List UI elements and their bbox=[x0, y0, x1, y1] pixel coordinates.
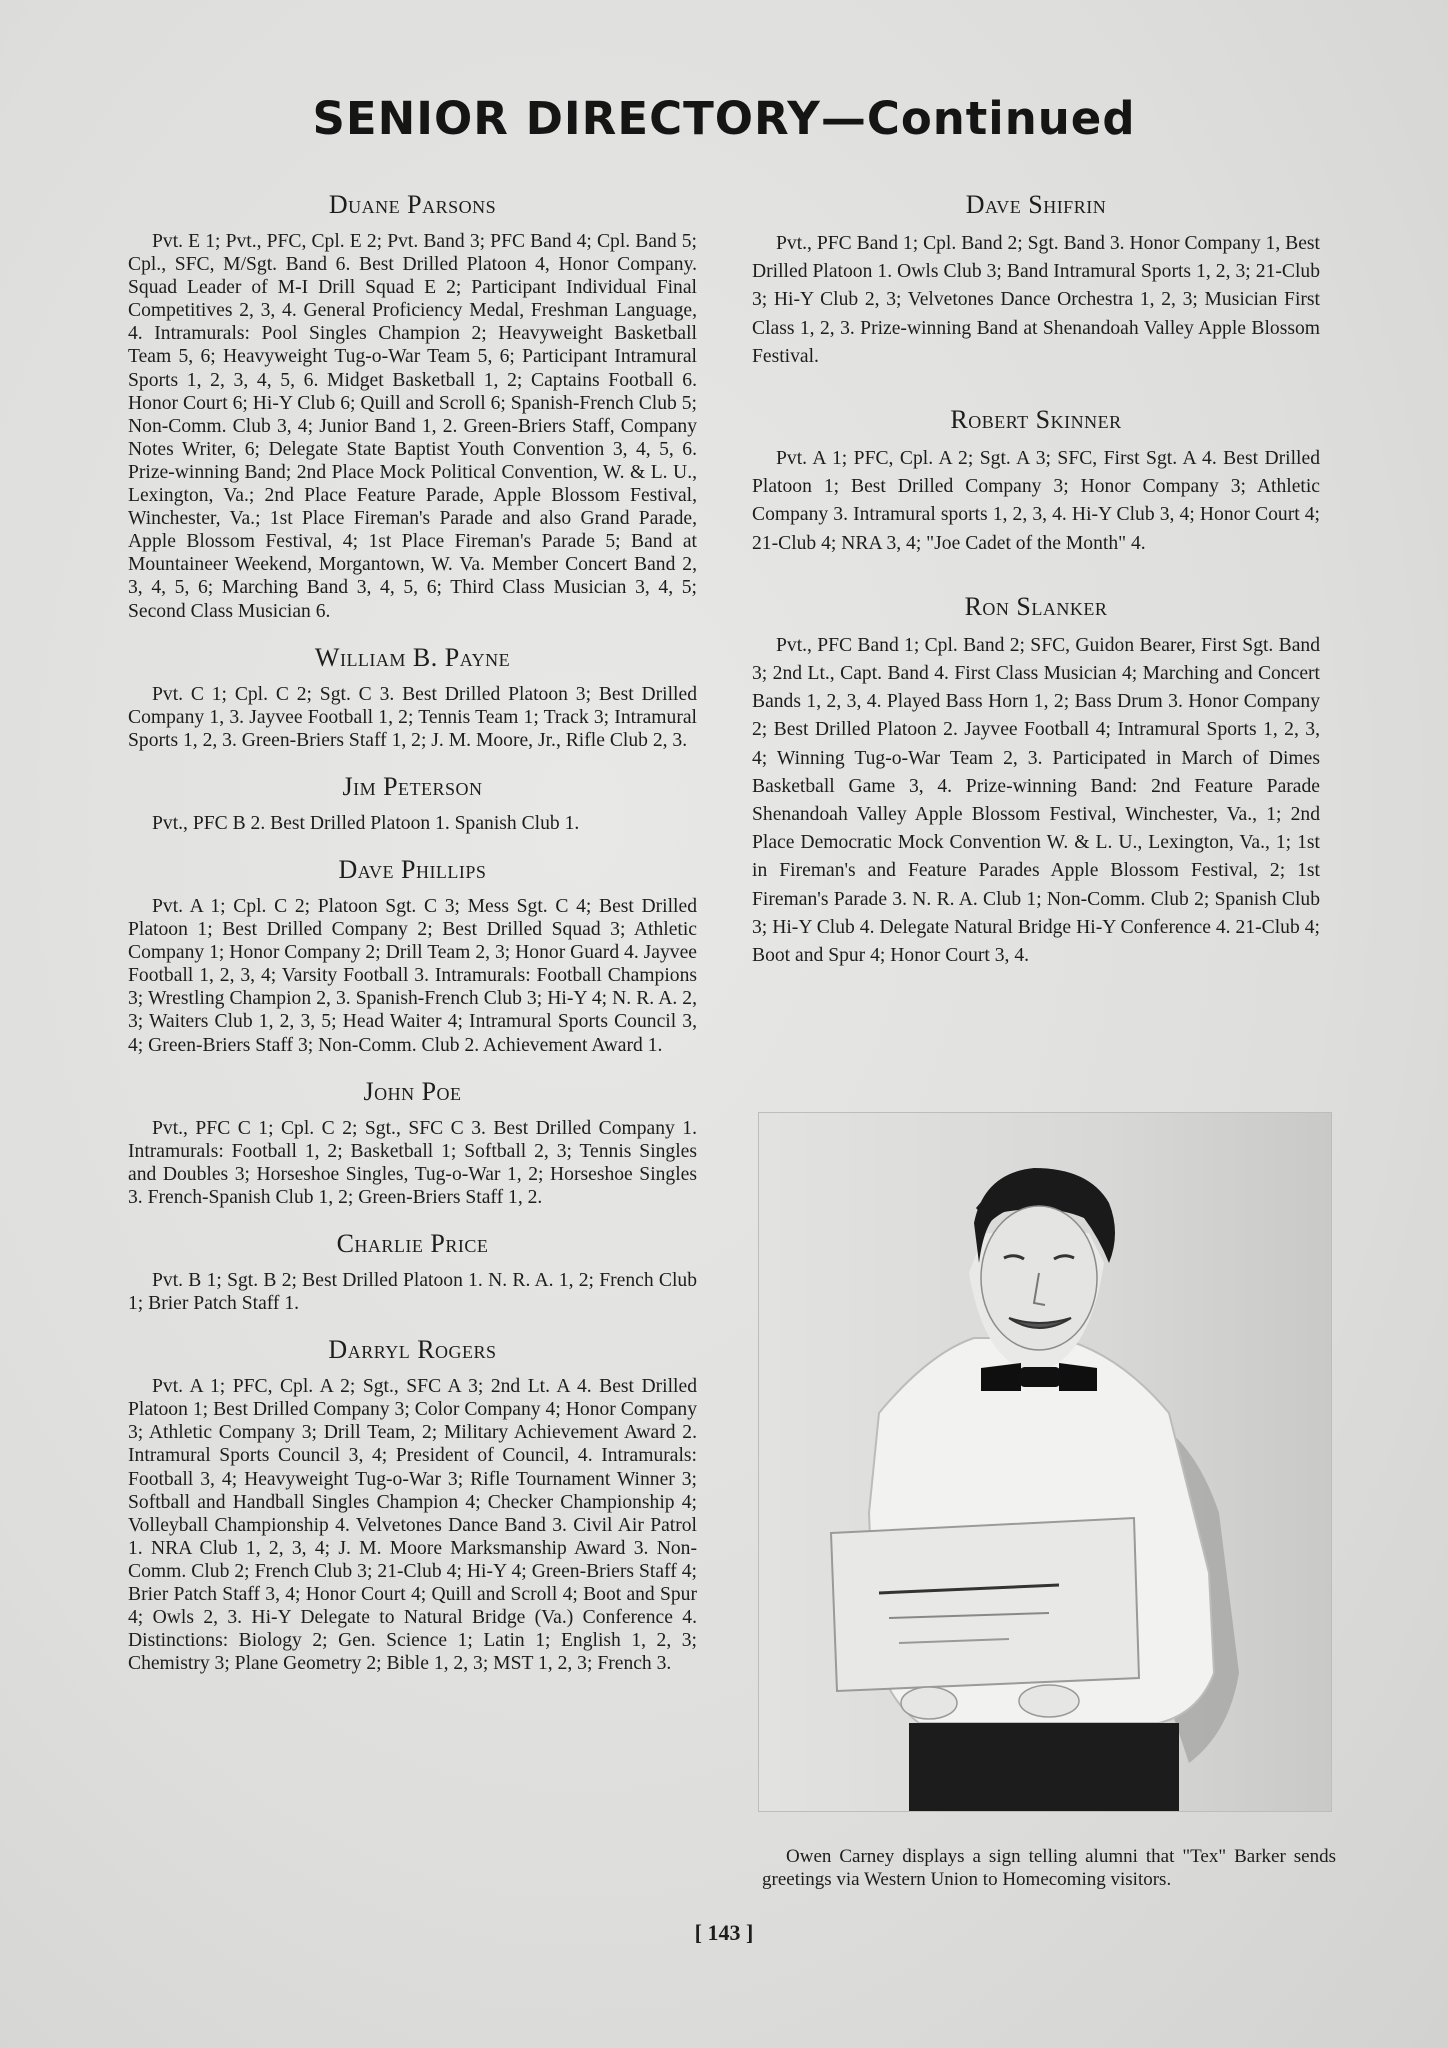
senior-record: Pvt., PFC C 1; Cpl. C 2; Sgt., SFC C 3. Best Drilled Company 1. Intramurals: Football 1, 2; Basketball 1; Softball 2, 3; Tennis Singles and Doubles 3; Horseshoe Singles, Tug-o-War 1, 2; Horseshoe Singles 3. French-Spanish Club 1, 2; Green-Briers Staff 1, 2. bbox=[128, 1117, 697, 1208]
senior-name: Dave Phillips bbox=[338, 854, 487, 884]
senior-name: Dave Shifrin bbox=[965, 190, 1107, 219]
senior-record: Pvt., PFC Band 1; Cpl. Band 2; Sgt. Band 3. Honor Company 1, Best Drilled Platoon 1. Owls Club 3; Band Intramural Sports 1, 2, 3; 21-Club 3; Hi-Y Club 2, 3; Velvetones Dance Orchestra 1, 2, 3; Musician First Class 1, 2, 3. Prize-winning Band at Shenandoah Valley Apple Blossom Festival. bbox=[752, 233, 1320, 367]
senior-record: Pvt., PFC Band 1; Cpl. Band 2; SFC, Guidon Bearer, First Sgt. Band 3; 2nd Lt., Capt. Band 4. First Class Musician 4; Marching and Concert Bands 1, 2, 3, 4. Played Bass Horn 1, 2; Bass Drum 3. Honor Company 2; Best Drilled Platoon 2. Jayvee Football 4; Intramural Sports 1, 2, 3, 4; Winning Tug-o-War Team 2, 3. Participated in March of Dimes Basketball Game 3, 4. Prize-winning Band: 2nd Feature Parade Shenandoah Valley Apple Blossom Festival, Winchester, Va., 1; 2nd Place Democratic Mock Convention W. & L. U., Lexington, Va., 1; 1st in Fireman's and Feature Parades Apple Blossom Festival, 2; 1st Fireman's Parade 3. N. R. A. Club 1; Non-Comm. Club 2; Spanish Club 3; Hi-Y Club 4. Delegate Natural Bridge Hi-Y Conference 4. 21-Club 4; Boot and Spur 4; Honor Court 3, 4. bbox=[752, 634, 1320, 967]
senior-entry bbox=[128, 855, 697, 1057]
senior-name: Ron Slanker bbox=[964, 591, 1108, 621]
photo bbox=[758, 1112, 1332, 1812]
page-number: [ 143 ] bbox=[694, 1920, 754, 1945]
senior-record: Pvt. B 1; Sgt. B 2; Best Drilled Platoon 1. N. R. A. 1, 2; French Club 1; Brier Patch Staff 1. bbox=[128, 1270, 697, 1315]
page-title: SENIOR DIRECTORY—Continued bbox=[312, 92, 1136, 145]
senior-record: Pvt. A 1; Cpl. C 2; Platoon Sgt. C 3; Mess Sgt. C 4; Best Drilled Platoon 1; Best Drilled Company 2; Best Drilled Squad 3; Athletic Company 1; Honor Company 2; Drill Team 2, 3; Honor Guard 4. Jayvee Football 1, 2, 3, 4; Varsity Football 3. Intramurals: Football Champions 3; Wrestling Champion 2, 3. Spanish-French Club 3; Hi-Y 4; N. R. A. 2, 3; Waiters Club 1, 2, 3, 5; Head Waiter 4; Intramural Sports Council 3, 4; Green-Briers Staff 3; Non-Comm. Club 2. Achievement Award 1. bbox=[128, 895, 697, 1056]
senior-entry bbox=[128, 1229, 697, 1315]
senior-entry bbox=[128, 772, 697, 835]
senior-name: Darryl Rogers bbox=[328, 1335, 497, 1365]
senior-record: Pvt. A 1; PFC, Cpl. A 2; Sgt., SFC A 3; 2nd Lt. A 4. Best Drilled Platoon 1; Best Drilled Company 3; Color Company 4; Honor Company 3; Athletic Company 3; Drill Team, 2; Military Achievement Award 2. Intramural Sports Council 3, 4; President of Council, 4. Intramurals: Football 3, 4; Heavyweight Tug-o-War 3; Rifle Tournament Winner 3; Softball and Handball Singles Champion 4; Checker Championship 4; Volleyball Championship 4. Velvetones Dance Band 3. Civil Air Patrol 1. NRA Club 1, 2, 3, 4; J. M. Moore Marksmanship Award 3. Non-Comm. Club 2; French Club 3; 21-Club 4; Hi-Y 4; Green-Briers Staff 4; Brier Patch Staff 3, 4; Honor Court 4; Quill and Scroll 4; Boot and Spur 4; Owls 2, 3. Hi-Y Delegate to Natural Bridge (Va.) Conference 4. Distinctions: Biology 2; Gen. Science 1; Latin 1; English 1, 2, 3; Chemistry 3; Plane Geometry 2; Bible 1, 2, 3; MST 1, 2, 3; French 3. bbox=[128, 1376, 697, 1675]
senior-entry bbox=[128, 643, 697, 752]
senior-record: Pvt. A 1; PFC, Cpl. A 2; Sgt. A 3; SFC, First Sgt. A 4. Best Drilled Platoon 1; Best Drilled Company 3; Honor Company 3; Athletic Company 3. Intramural sports 1, 2, 3, 4. Hi-Y Club 3, 4; Honor Court 4; 21-Club 4; NRA 3, 4; "Joe Cadet of the Month" 4. bbox=[752, 448, 1320, 554]
senior-entry bbox=[752, 405, 1320, 558]
senior-record: Pvt. C 1; Cpl. C 2; Sgt. C 3. Best Drilled Platoon 3; Best Drilled Company 1, 3. Jayvee Football 1, 2; Tennis Team 1; Track 3; Intramural Sports 1, 2, 3. Green-Briers Staff 1, 2; J. M. Moore, Jr., Rifle Club 2, 3. bbox=[128, 683, 697, 751]
senior-entry bbox=[128, 1077, 697, 1209]
senior-record: Pvt. E 1; Pvt., PFC, Cpl. E 2; Pvt. Band 3; PFC Band 4; Cpl. Band 5; Cpl., SFC, M/Sgt. Band 6. Best Drilled Platoon 4, Honor Company. Squad Leader of M-I Drill Squad E 2; Participant Individual Final Competitives 2, 3, 4. General Proficiency Medal, Freshman Language, 4. Intramurals: Pool Singles Champion 2; Heavyweight Basketball Team 5, 6; Heavyweight Tug-o-War Team 5, 6; Participant Intramural Sports 1, 2, 3, 4, 5, 6. Midget Basketball 1, 2; Captains Football 6. Honor Court 6; Hi-Y Club 6; Quill and Scroll 6; Spanish-French Club 5; Non-Comm. Club 3, 4; Junior Band 1, 2. Green-Briers Staff, Company Notes Writer, 6; Delegate State Baptist Youth Convention 3, 4, 5, 6. Prize-winning Band; 2nd Place Mock Political Convention, W. & L. U., Lexington, Va.; 2nd Place Feature Parade, Apple Blossom Festival, Winchester, Va.; 1st Place Fireman's Parade and also Grand Parade, Apple Blossom Festival, 4; 1st Place Fireman's Parade 5; Band at Mountaineer Weekend, Morgantown, W. Va. Member Concert Band 2, 3, 4, 5, 6; Marching Band 3, 4, 5, 6; Third Class Musician 3, 4, 5; Second Class Musician 6. bbox=[128, 231, 697, 622]
senior-name: John Poe bbox=[363, 1076, 462, 1106]
senior-name: Robert Skinner bbox=[950, 405, 1122, 435]
right-column bbox=[752, 190, 1320, 970]
senior-entry bbox=[128, 1335, 697, 1675]
senior-entry bbox=[752, 190, 1320, 371]
senior-name: William B. Payne bbox=[314, 642, 511, 672]
senior-name: Jim Peterson bbox=[342, 771, 483, 801]
photo-illustration bbox=[759, 1113, 1331, 1811]
senior-name: Duane Parsons bbox=[328, 190, 497, 219]
senior-record: Pvt., PFC B 2. Best Drilled Platoon 1. Spanish Club 1. bbox=[152, 812, 580, 834]
photo-caption: Owen Carney displays a sign telling alumni that "Tex" Barker sends greetings via Western Union to Homecoming visitors. bbox=[762, 1846, 1336, 1890]
senior-name: Charlie Price bbox=[336, 1229, 489, 1258]
senior-entry bbox=[128, 190, 697, 623]
left-column bbox=[128, 190, 697, 1675]
senior-entry bbox=[752, 592, 1320, 970]
